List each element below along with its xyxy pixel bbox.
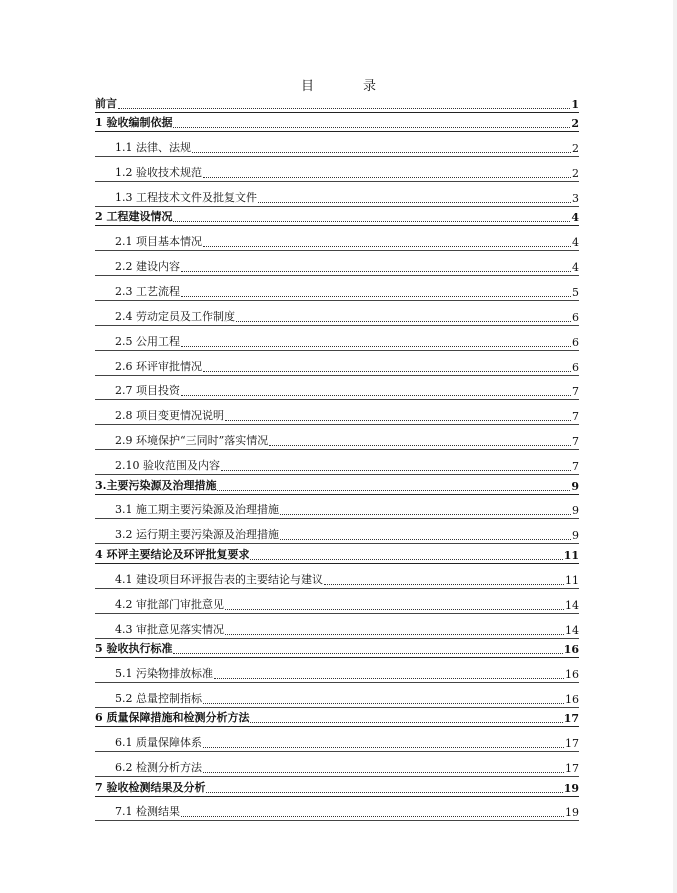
toc-page-number: 16 bbox=[563, 643, 579, 657]
toc-section-entry[interactable] bbox=[95, 797, 579, 822]
toc-entry-label: 6.1 质量保障体系 bbox=[115, 736, 202, 750]
toc-chapter-entry[interactable] bbox=[95, 777, 579, 797]
toc-entry-label: 7.1 检测结果 bbox=[115, 805, 180, 819]
toc-section-entry[interactable] bbox=[95, 658, 579, 683]
toc-dot-leader bbox=[258, 202, 571, 203]
toc-page-number: 19 bbox=[563, 781, 579, 795]
toc-entry-label: 2.2 建设内容 bbox=[115, 259, 180, 273]
toc-dot-leader bbox=[203, 703, 564, 704]
toc-section-entry[interactable] bbox=[95, 752, 579, 777]
toc-entry-label: 2.9 环境保护“三同时”落实情况 bbox=[115, 434, 269, 448]
toc-section-entry[interactable] bbox=[95, 400, 579, 425]
toc-entry-label: 3.1 施工期主要污染源及治理措施 bbox=[115, 503, 279, 517]
toc-page-number: 6 bbox=[572, 335, 579, 349]
toc-dot-leader bbox=[250, 559, 562, 560]
toc-section-entry[interactable] bbox=[95, 495, 579, 520]
toc-dot-leader bbox=[236, 321, 571, 322]
toc-section-entry[interactable] bbox=[95, 251, 579, 276]
toc-page-number: 9 bbox=[572, 504, 579, 518]
toc-entry-label: 1.3 工程技术文件及批复文件 bbox=[115, 190, 257, 204]
toc-entry-label: 5 验收执行标准 bbox=[95, 642, 173, 656]
toc-dot-leader bbox=[203, 772, 564, 773]
toc-chapter-entry[interactable] bbox=[95, 93, 579, 113]
toc-entry-label: 4.3 审批意见落实情况 bbox=[115, 622, 224, 636]
toc-chapter-entry[interactable] bbox=[95, 475, 579, 495]
toc-section-entry[interactable] bbox=[95, 182, 579, 207]
toc-page-number: 7 bbox=[572, 410, 579, 424]
toc-page-number: 2 bbox=[572, 141, 579, 155]
toc-page-number: 2 bbox=[571, 117, 579, 130]
toc-entry-label: 7 验收检测结果及分析 bbox=[95, 780, 206, 794]
toc-dot-leader bbox=[173, 221, 570, 222]
toc-entry-label: 2 工程建设情况 bbox=[95, 210, 173, 224]
toc-entry-label: 2.1 项目基本情况 bbox=[115, 235, 202, 249]
toc-section-entry[interactable] bbox=[95, 326, 579, 351]
toc-dot-leader bbox=[173, 653, 562, 654]
toc-chapter-entry[interactable] bbox=[95, 113, 579, 133]
toc-page-number: 14 bbox=[565, 623, 579, 637]
toc-title: 目 录 bbox=[300, 79, 394, 94]
toc-page-number: 7 bbox=[572, 460, 579, 474]
toc-page-number: 19 bbox=[565, 806, 579, 820]
toc-page-number: 14 bbox=[565, 598, 579, 612]
toc-dot-leader bbox=[192, 152, 571, 153]
toc-page-number: 16 bbox=[565, 667, 579, 681]
toc-page-number: 7 bbox=[572, 435, 579, 449]
toc-dot-leader bbox=[225, 634, 564, 635]
toc-page-number: 1 bbox=[571, 97, 579, 111]
toc-section-entry[interactable] bbox=[95, 351, 579, 376]
toc-section-entry[interactable] bbox=[95, 425, 579, 450]
page-edge-shadow bbox=[673, 0, 677, 893]
toc-dot-leader bbox=[203, 371, 571, 372]
toc-entry-label: 5.2 总量控制指标 bbox=[115, 691, 202, 705]
toc-section-entry[interactable] bbox=[95, 157, 579, 182]
toc-section-entry[interactable] bbox=[95, 226, 579, 251]
toc-page-number: 4 bbox=[571, 211, 579, 225]
toc-chapter-entry[interactable] bbox=[95, 708, 579, 728]
toc-page-number: 7 bbox=[572, 385, 579, 399]
toc-dot-leader bbox=[221, 470, 571, 471]
toc-entry-label: 4.1 建设项目环评报告表的主要结论与建议 bbox=[115, 572, 323, 586]
toc-page-number: 16 bbox=[565, 692, 579, 706]
toc-page-number: 17 bbox=[565, 762, 579, 776]
toc-page-number: 6 bbox=[572, 360, 579, 374]
toc-dot-leader bbox=[173, 127, 570, 128]
toc-dot-leader bbox=[324, 584, 564, 585]
toc-entry-label: 6 质量保障措施和检测分析方法 bbox=[95, 711, 250, 725]
toc-page-number: 17 bbox=[563, 712, 579, 726]
toc-entry-label: 2.5 公用工程 bbox=[115, 334, 180, 348]
toc-entry-label: 1.1 法律、法规 bbox=[115, 140, 191, 154]
toc-page-number: 5 bbox=[572, 285, 579, 299]
toc-section-entry[interactable] bbox=[95, 276, 579, 301]
toc-entry-label: 2.4 劳动定员及工作制度 bbox=[115, 309, 235, 323]
toc-section-entry[interactable] bbox=[95, 589, 579, 614]
toc-dot-leader bbox=[181, 395, 571, 396]
toc-page-number: 4 bbox=[572, 260, 579, 274]
toc-dot-leader bbox=[280, 539, 571, 540]
toc-dot-leader bbox=[250, 722, 562, 723]
toc-dot-leader bbox=[214, 678, 564, 679]
toc-page-number: 6 bbox=[572, 310, 579, 324]
toc-entry-label: 2.3 工艺流程 bbox=[115, 284, 180, 298]
toc-dot-leader bbox=[181, 816, 564, 817]
toc-dot-leader bbox=[203, 246, 571, 247]
toc-dot-leader bbox=[217, 490, 570, 491]
toc-section-entry[interactable] bbox=[95, 376, 579, 401]
toc-entry-label: 前言 bbox=[95, 96, 117, 110]
toc-page-number: 11 bbox=[565, 573, 579, 587]
toc-entry-label: 1 验收编制依据 bbox=[95, 116, 173, 129]
toc-chapter-entry[interactable] bbox=[95, 544, 579, 564]
toc-page-number: 9 bbox=[572, 529, 579, 543]
toc-entry-label: 5.1 污染物排放标准 bbox=[115, 666, 213, 680]
toc-dot-leader bbox=[118, 108, 570, 109]
toc-entry-label: 4 环评主要结论及环评批复要求 bbox=[95, 547, 250, 561]
toc-dot-leader bbox=[181, 346, 571, 347]
toc-section-entry[interactable] bbox=[95, 301, 579, 326]
toc-entry-label: 6.2 检测分析方法 bbox=[115, 761, 202, 775]
toc-page-number: 9 bbox=[571, 479, 579, 493]
toc-section-entry[interactable] bbox=[95, 564, 579, 589]
toc-section-entry[interactable] bbox=[95, 132, 579, 157]
toc-dot-leader bbox=[181, 296, 571, 297]
toc-dot-leader bbox=[225, 420, 571, 421]
toc-section-entry[interactable] bbox=[95, 727, 579, 752]
toc-section-entry[interactable] bbox=[95, 614, 579, 639]
toc-section-entry[interactable] bbox=[95, 683, 579, 708]
toc-entry-label: 2.8 项目变更情况说明 bbox=[115, 409, 224, 423]
toc-chapter-entry[interactable] bbox=[95, 207, 579, 227]
toc-page-number: 3 bbox=[572, 191, 579, 205]
toc-page-number: 4 bbox=[572, 236, 579, 250]
toc-section-entry[interactable] bbox=[95, 519, 579, 544]
toc-dot-leader bbox=[280, 514, 571, 515]
table-of-contents bbox=[95, 93, 579, 821]
toc-entry-label: 2.10 验收范围及内容 bbox=[115, 459, 220, 473]
toc-page-number: 11 bbox=[563, 548, 579, 562]
toc-entry-label: 2.6 环评审批情况 bbox=[115, 359, 202, 373]
toc-dot-leader bbox=[181, 271, 571, 272]
toc-section-entry[interactable] bbox=[95, 450, 579, 475]
toc-dot-leader bbox=[203, 747, 564, 748]
toc-dot-leader bbox=[225, 609, 564, 610]
toc-dot-leader bbox=[206, 792, 562, 793]
toc-entry-label: 3.2 运行期主要污染源及治理措施 bbox=[115, 528, 279, 542]
toc-entry-label: 2.7 项目投资 bbox=[115, 384, 180, 398]
toc-entry-label: 3.主要污染源及治理措施 bbox=[95, 478, 217, 492]
toc-page-number: 2 bbox=[572, 166, 579, 180]
toc-dot-leader bbox=[203, 177, 571, 178]
toc-entry-label: 1.2 验收技术规范 bbox=[115, 165, 202, 179]
toc-page-number: 17 bbox=[565, 737, 579, 751]
toc-chapter-entry[interactable] bbox=[95, 639, 579, 659]
toc-entry-label: 4.2 审批部门审批意见 bbox=[115, 597, 224, 611]
toc-dot-leader bbox=[269, 445, 571, 446]
